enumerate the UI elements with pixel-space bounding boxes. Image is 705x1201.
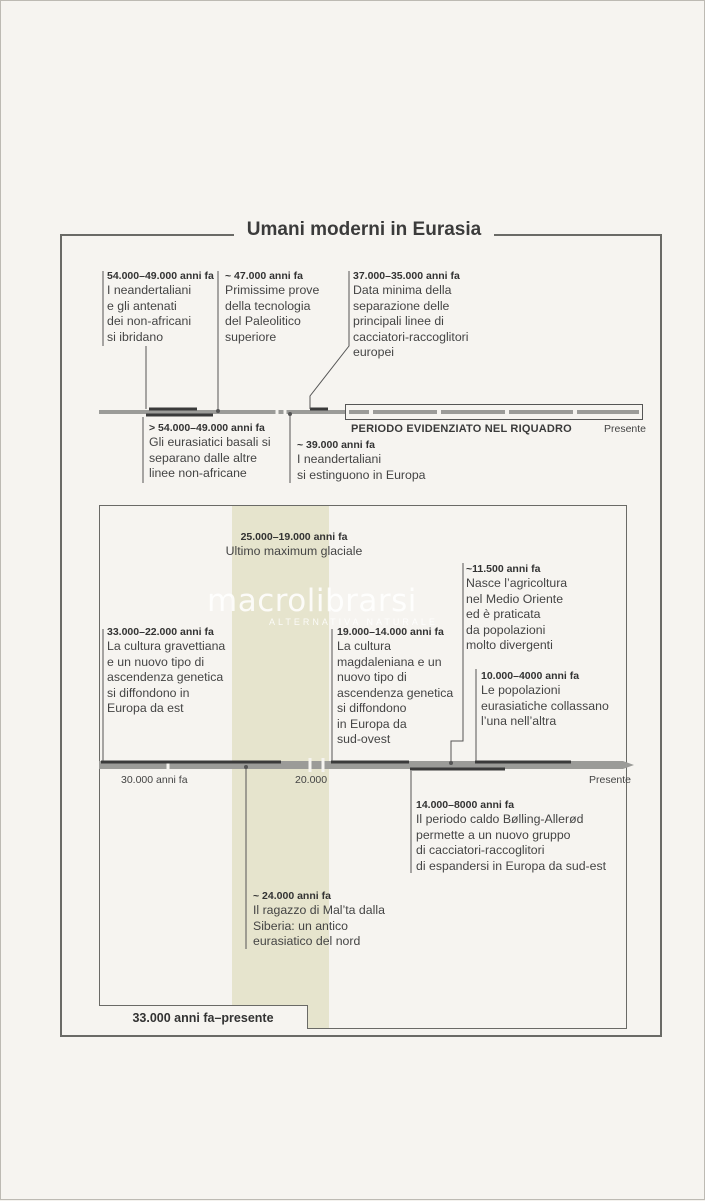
diagram-title: Umani moderni in Eurasia	[234, 217, 494, 243]
tick-label-20000: 20.000	[295, 774, 328, 786]
event-agriculture: ~11.500 anni fa Nasce l’agricoltura nel Medio Oriente ed è praticata da popolazioni molto divergenti	[466, 563, 568, 652]
event-glacial-maximum: 25.000–19.000 anni fa Ultimo maximum glaciale	[225, 531, 363, 558]
marker-39000	[288, 412, 292, 416]
periodo-label: PERIODO EVIDENZIATO NEL RIQUADRO	[351, 423, 572, 435]
event-upper-paleolithic: ~ 47.000 anni fa Primissime prove della tecnologia del Paleolitico superiore	[225, 270, 320, 344]
marker-47000	[216, 409, 220, 413]
event-gravettian: 33.000–22.000 anni fa La cultura gravettiana e un nuovo tipo di ascendenza genetica si diffondono in Europa da est	[107, 626, 226, 715]
top-presente-label: Presente	[604, 423, 647, 435]
watermark-logo: macrolibrarsi	[207, 583, 417, 619]
periodo-box	[345, 404, 643, 420]
event-interbreeding: 54.000–49.000 anni fa I neandertaliani e gli antenati dei non-africani si ibridano	[107, 270, 214, 344]
event-basal-eurasians: > 54.000–49.000 anni fa Gli eurasiatici basali si separano dalle altre linee non-africane	[149, 422, 271, 480]
marker-11500	[449, 761, 453, 765]
tick-label-30000: 30.000 anni fa	[121, 774, 188, 786]
event-european-separation: 37.000–35.000 anni fa Data minima della separazione delle principali linee di cacciatori-raccoglitori europei	[353, 270, 469, 359]
event-population-collapse: 10.000–4000 anni fa Le popolazioni eurasiatiche collassano l’una nell’altra	[481, 670, 609, 728]
event-bolling-allerod: 14.000–8000 anni fa Il periodo caldo Bølling-Allerød permette a un nuovo gruppo di cacciatori-raccoglitori di espandersi in Europa da sud-est	[416, 799, 607, 873]
bottom-presente-label: Presente	[589, 774, 632, 786]
event-malta-boy: ~ 24.000 anni fa Il ragazzo di Mal’ta dalla Siberia: un antico eurasiatico del nord	[253, 890, 385, 948]
watermark-tagline: ALTERNATIVA NATURALE	[269, 617, 438, 627]
event-neanderthal-extinction: ~ 39.000 anni fa I neandertaliani si estinguono in Europa	[297, 439, 426, 482]
inner-box-label: 33.000 anni fa–presente	[99, 1005, 308, 1029]
marker-24000	[244, 765, 248, 769]
event-magdalenian: 19.000–14.000 anni fa La cultura magdaleniana e un nuovo tipo di ascendenza genetica si diffondono in Europa da sud-ovest	[337, 626, 454, 746]
